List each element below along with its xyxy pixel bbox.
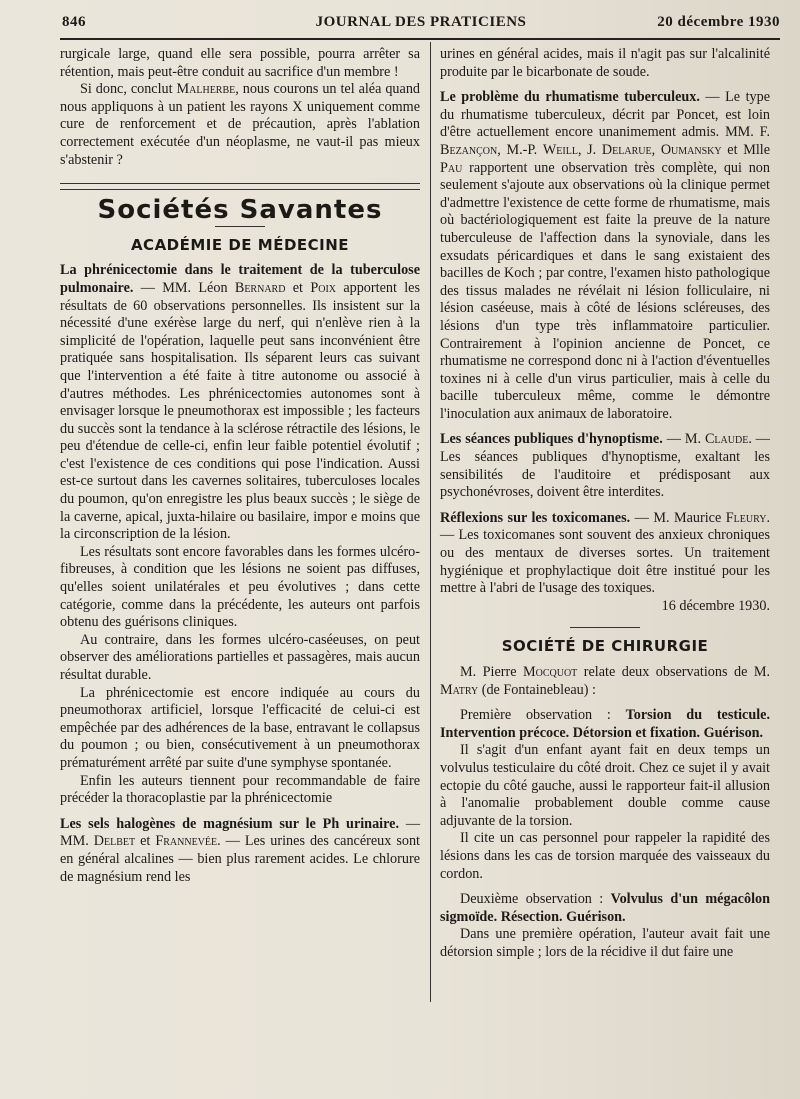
observation-title: Torsion du testicule. Intervention précoce. Détorsion et fixation. Guérison.	[440, 707, 770, 741]
article-title: Les séances publiques d'hynoptisme.	[440, 431, 663, 448]
article-paragraph: La phrénicectomie est encore indiquée au cours du pneumothorax artificiel, lorsque l'efficacité de celui-ci est empêchée par des adhérences de la base, entravant le collapsus du poumon ; ou bien, consécutivement à un pneumothorax prématurément arrêté par suite d'une symphyse spontanée.	[60, 684, 420, 771]
article-paragraph: Au contraire, dans les formes ulcéro-caséeuses, on peut observer des améliorations partielles et passagères, mais aucun résultat durable.	[60, 631, 420, 683]
article-title: Le problème du rhumatisme tuberculeux.	[440, 89, 700, 106]
column-divider	[430, 42, 431, 1002]
article-magnesium: Les sels halogènes de magnésium sur le Ph urinaire. — MM. Delbet et Frannevée. — Les urines des cancéreux sont en général alcalines — bien plus rarement acides. Le chlorure de magnésium rend les	[60, 815, 421, 885]
right-column	[440, 46, 770, 962]
article-paragraph: Enfin les auteurs tiennent pour recommandable de faire précéder la thoracoplastie par la phrénicectomie	[60, 772, 420, 807]
article-hypnotisme: Les séances publiques d'hynoptisme. — M. Claude. — Les séances publiques d'hynoptisme, exaltant les sensibilités de l'auditoire et prédisposant aux psychonévroses, doivent être interdites.	[440, 431, 770, 501]
observation-title: Volvulus d'un mégacôlon sigmoïde. Résection. Guérison.	[440, 891, 770, 925]
left-column	[60, 46, 420, 886]
intro-paragraph: rurgicale large, quand elle sera possible, pourra arrêter sa rétention, mais peut-être conduit au sacrifice d'un membre !	[60, 46, 420, 80]
observation-1: Première observation : Torsion du testicule. Intervention précoce. Détorsion et fixation. Guérison.	[440, 707, 770, 741]
section-double-rule	[60, 183, 420, 190]
signoff-date: 16 décembre 1930.	[661, 597, 770, 614]
article-paragraph: Dans une première opération, l'auteur avait fait une détorsion simple ; lors de la récidive il dut faire une	[440, 926, 770, 960]
conclusion-paragraph: Si donc, conclut Malherbe, nous courons un tel aléa quand nous appliquons à un patient les rayons X uniquement comme cure de renforcement et de précaution, après l'ablation correctement exécutée d'un néoplasme, ne vaut-il pas mieux s'abstenir ?	[60, 81, 421, 168]
article-title: Les sels halogènes de magnésium sur le Ph urinaire.	[60, 815, 399, 832]
section-rule	[570, 627, 640, 628]
article-rhumatisme: Le problème du rhumatisme tuberculeux. — Le type du rhumatisme tuberculeux, décrit par Poncet, est loin d'être actuellement encore unanimement admis. MM. F. Bezançon, M.-P. Weill, J. Delarue, Oumansky et Mlle Pau rapportent une observation très complète, qui non seulement s'ajoute aux observations où la clinique permet d'admettre l'existence de cette forme de rhumatisme, mais où bactériologiquement est faite la preuve de la nature tuberculeuse de l'affection dans la synoviale, dans les exsudats péricardiques et dans le sang existaient des bacilles de Koch ; par contre, l'examen histo pathologique des tissus malades ne révélait ni lésion folliculaire, ni lésion caséeuse, mais à côté de lésions scléreuses, des lésions d'un type très inflammatoire particulier. Contrairement à l'opinion ancienne de Poncet, ce rhumatisme ne correspond donc ni à l'action d'éventuelles toxines ni à celle d'un virus particulier, mais à celle du bacille tuberculeux même, comme le démontre l'inoculation aux animaux de laboratoire.	[440, 89, 771, 422]
section-title: Sociétés Savantes	[97, 195, 383, 226]
header-rule	[60, 38, 780, 40]
article-paragraph: Il cite un cas personnel pour rappeler la rapidité des lésions dans les cas de torsion marquée des vaisseaux du cordon.	[440, 830, 770, 882]
article-title: Réflexions sur les toxicomanes.	[440, 509, 631, 526]
observation-2: Deuxième observation : Volvulus d'un mégacôlon sigmoïde. Résection. Guérison.	[440, 891, 770, 925]
title-underline	[215, 226, 265, 227]
article-paragraph: Les résultats sont encore favorables dans les formes ulcéro-fibreuses, à condition que les lésions ne soient pas diffuses, qu'elles soient unilatérales et peu évolutives ; dans cette catégorie, comme dans la précédente, les auteurs ont parfois obtenu des guérisons cliniques.	[60, 543, 420, 631]
author-name: Malherbe	[176, 81, 236, 98]
surgery-intro: M. Pierre Mocquot relate deux observations de M. Matry (de Fontainebleau) :	[440, 664, 771, 698]
article-toxicomanes: Réflexions sur les toxicomanes. — M. Maurice Fleury. — Les toxicomanes sont souvent des anxieux chroniques ou des mentaux de diverses sortes. Un traitement hygiénique et prophylactique doit être institué pour les mettre à l'abri de l'usage des toxiques.	[440, 509, 770, 597]
page-number: 846	[62, 14, 86, 30]
journal-title: JOURNAL DES PRATICIENS	[315, 14, 527, 30]
continued-paragraph: urines en général acides, mais il n'agit pas sur l'alcalinité produite par le bicarbonate de soude.	[440, 46, 770, 80]
article-title: La phrénicectomie dans le traitement de la tuberculose pulmonaire.	[60, 262, 420, 296]
article-phrenicectomie: La phrénicectomie dans le traitement de la tuberculose pulmonaire. — MM. Léon Bernard et Poix apportent les résultats de 60 observations personnelles. Ils insistent sur la nécessité d'une exérèse large du nerf, qui n'enlève rien à la simplicité de l'opération, laquelle peut sans inconvénient être pratiquée sans hospitalisation. Ils séparent leurs cas suivant que l'intervention a été faite à titre autonome ou associé à d'autres méthodes. Les phrénicectomies autonomes sont à envisager lorsque le pneumothorax est impossible ; les facteurs du succès sont la tendance à la sclérose rétractile des lésions, le peu d'étendue de celle-ci, enfin leur faible potentiel évolutif ; c'est l'existence de ces conditions qui pose l'indication. Aussi est-ce surtout dans les cavernes solitaires, tuberculoses locales du poumon, qu'on enregistre les plus beaux succès ; le siège de la caverne, apical, juxta-hilaire ou basilaire, impor e moins que la circonscription de la lésion.	[60, 262, 420, 543]
article-paragraph: Il s'agit d'un enfant ayant fait en deux temps un volvulus testiculaire du côté droit. Chez ce sujet il y avait ectopie du côté gauche, aussi le rapporteur fait-il allusion à l'anomalie probablement double comme cause adjuvante de la torsion.	[440, 742, 770, 829]
issue-date: 20 décembre 1930	[657, 14, 780, 30]
academy-heading: ACADÉMIE DE MÉDECINE	[130, 235, 350, 254]
surgery-heading: SOCIÉTÉ DE CHIRURGIE	[501, 637, 709, 656]
page-header	[62, 14, 780, 36]
